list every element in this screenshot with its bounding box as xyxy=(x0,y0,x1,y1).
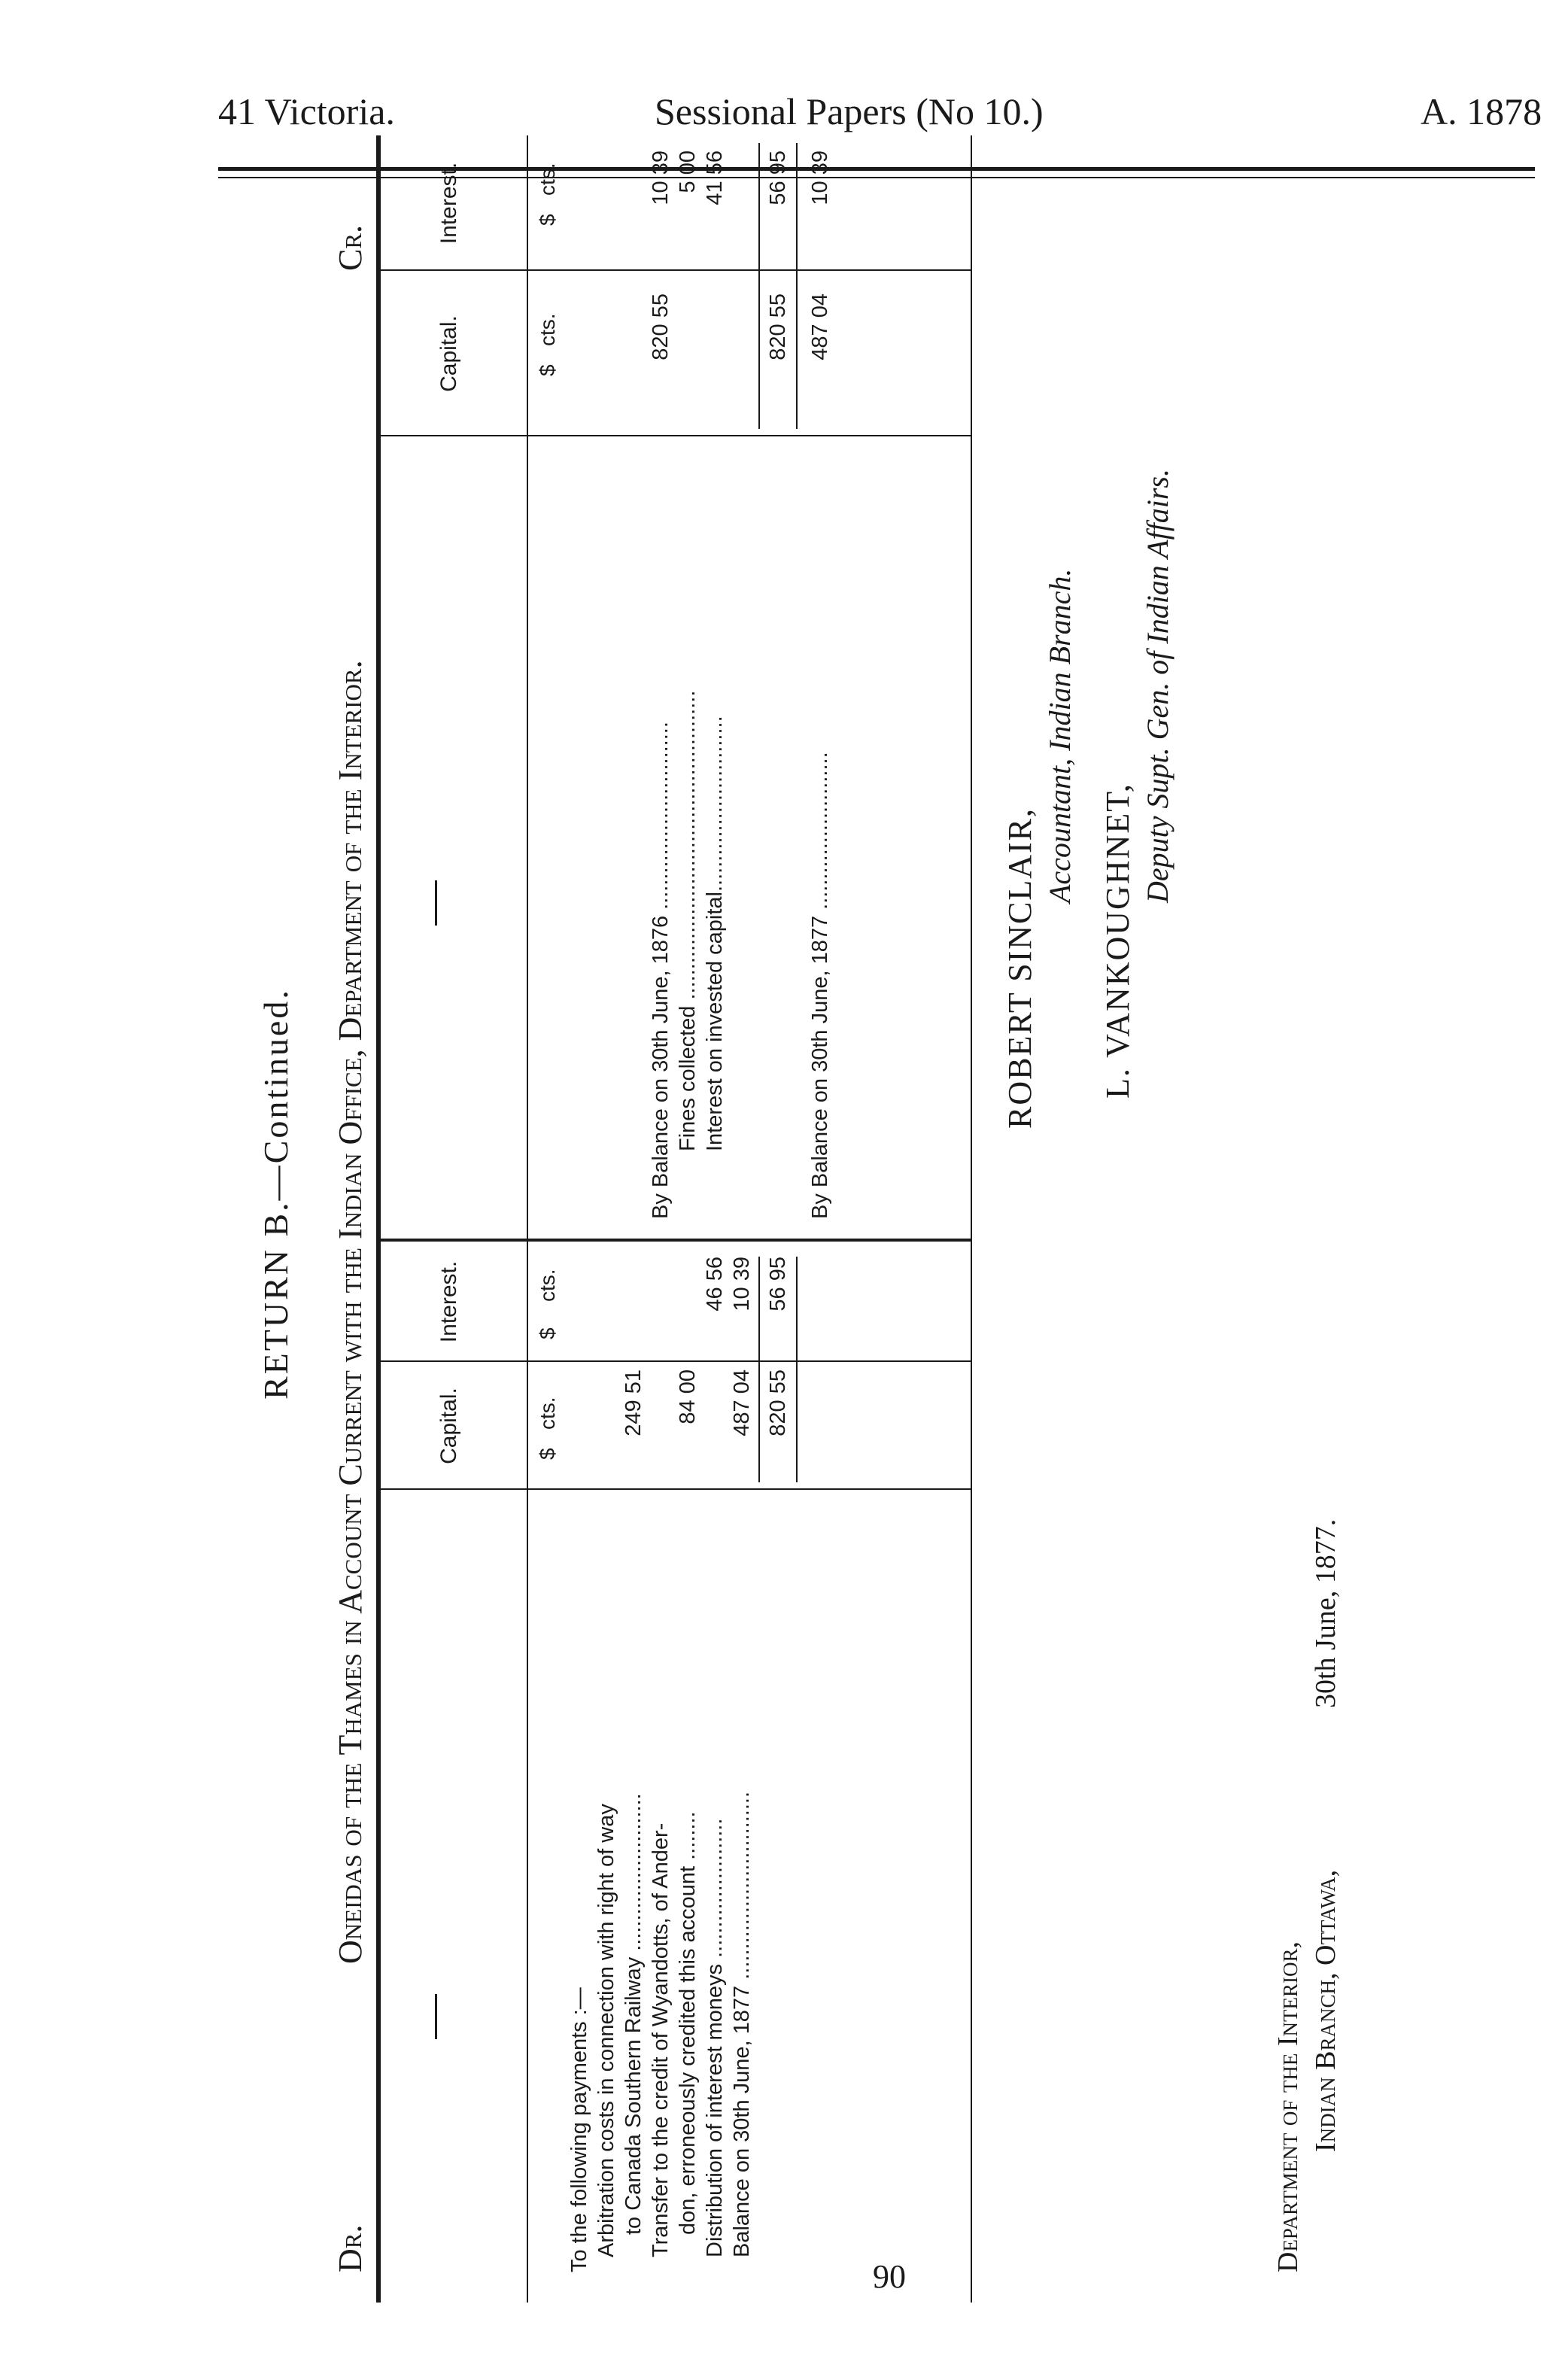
credit-interest-unit-cts: cts. xyxy=(536,163,559,196)
credit-entry-capital: 820 55 xyxy=(649,293,673,360)
table-top-rule xyxy=(376,135,381,2303)
return-title: RETURN B.—Continued. xyxy=(257,988,295,1400)
account-table xyxy=(376,135,978,2303)
credit-entry-text: Fines collected ................................................... xyxy=(676,690,700,1151)
debit-capital-unit-dollar: $ xyxy=(536,1448,559,1460)
credit-capital-unit-cts: cts. xyxy=(536,313,559,346)
credit-desc-head xyxy=(429,880,442,926)
credit-total-rule-bottom xyxy=(796,143,798,429)
credit-entry-interest: 5 00 xyxy=(676,150,700,193)
credit-interest-divider xyxy=(376,269,971,271)
rotated-page-content xyxy=(233,135,1482,2303)
table-header-rule xyxy=(527,135,528,2303)
account-subtitle: Oneidas of the Thames in Account Current with the Indian Office, Department of the Interior. xyxy=(332,660,369,1964)
debit-entry-text: don, erroneously credited this account ........ xyxy=(676,1811,700,2235)
credit-interest-head: Interest. xyxy=(436,162,461,245)
credit-total-rule xyxy=(758,143,760,429)
debit-interest-divider xyxy=(376,1360,971,1362)
signatory-title: Deputy Supt. Gen. of Indian Affairs. xyxy=(1141,469,1174,903)
debit-entry-capital: 249 51 xyxy=(621,1369,646,1436)
credit-interest-unit-dollar: $ xyxy=(536,214,559,226)
cr-label: Cr. xyxy=(332,224,369,271)
debit-credit-divider xyxy=(376,1240,971,1242)
debit-credit-divider-2 xyxy=(376,1239,971,1240)
debit-capital-unit-cts: cts. xyxy=(536,1397,559,1430)
debit-total-interest: 56 95 xyxy=(766,1257,790,1312)
debit-entry-text: to Canada Southern Railway .......................... xyxy=(621,1793,646,2235)
department-date: 30th June, 1877. xyxy=(1310,1518,1342,1708)
credit-balance-capital: 487 04 xyxy=(808,293,832,360)
credit-entry-text: By Balance on 30th June, 1876 ............................... xyxy=(649,722,673,1219)
debit-total-rule-bottom xyxy=(796,1257,798,1482)
running-head-paper: Sessional Papers (No 10.) xyxy=(655,90,1044,132)
debit-interest-head: Interest. xyxy=(436,1260,461,1343)
credit-total-capital: 820 55 xyxy=(766,293,790,360)
department-line-1: Department of the Interior, xyxy=(1272,1941,1304,2272)
debit-entry-capital: 487 04 xyxy=(730,1369,754,1436)
credit-capital-head: Capital. xyxy=(436,315,461,392)
debit-entry-interest: 46 56 xyxy=(703,1257,727,1312)
debit-interest-unit-dollar: $ xyxy=(536,1327,559,1339)
credit-entry-interest: 41 56 xyxy=(703,150,727,205)
debit-entry-text: To the following payments :— xyxy=(567,1987,591,2272)
credit-entry-text: Interest on invested capital............................. xyxy=(703,716,727,1151)
debit-interest-unit-cts: cts. xyxy=(536,1269,559,1302)
department-line-2: Indian Branch, Ottawa, xyxy=(1310,1869,1342,2152)
debit-entry-interest: 10 39 xyxy=(730,1257,754,1312)
debit-capital-head: Capital. xyxy=(436,1388,461,1464)
running-head-session: 41 Victoria. xyxy=(218,90,395,132)
debit-capital-divider xyxy=(376,1488,971,1490)
signatory-name: ROBERT SINCLAIR, xyxy=(1001,807,1038,1129)
credit-balance-interest: 10 39 xyxy=(808,150,832,205)
credit-balance-text: By Balance on 30th June, 1877 .......................... xyxy=(808,752,832,1219)
dr-label: Dr. xyxy=(332,2224,369,2272)
debit-entry-text: Balance on 30th June, 1877 ............................... xyxy=(730,1791,754,2257)
debit-desc-head xyxy=(429,1994,442,2039)
running-head-year: A. 1878 xyxy=(1421,90,1542,132)
debit-entry-capital: 84 00 xyxy=(676,1369,700,1424)
signatory-title: Accountant, Indian Branch. xyxy=(1043,568,1077,903)
credit-capital-unit-dollar: $ xyxy=(536,364,559,376)
credit-capital-divider xyxy=(376,435,971,436)
debit-entry-text: Distribution of interest moneys ....................... xyxy=(703,1818,727,2257)
debit-entry-text: Transfer to the credit of Wyandotts, of Ander- xyxy=(649,1822,673,2257)
debit-total-capital: 820 55 xyxy=(766,1369,790,1436)
table-bottom-rule xyxy=(971,135,972,2303)
page-number: 90 xyxy=(873,2258,906,2295)
signatory-name: L. VANKOUGHNET, xyxy=(1099,783,1136,1099)
credit-total-interest: 56 95 xyxy=(766,150,790,205)
credit-entry-interest: 10 39 xyxy=(649,150,673,205)
debit-entry-text: Arbitration costs in connection with right of way xyxy=(594,1804,618,2257)
debit-total-rule xyxy=(758,1257,760,1482)
